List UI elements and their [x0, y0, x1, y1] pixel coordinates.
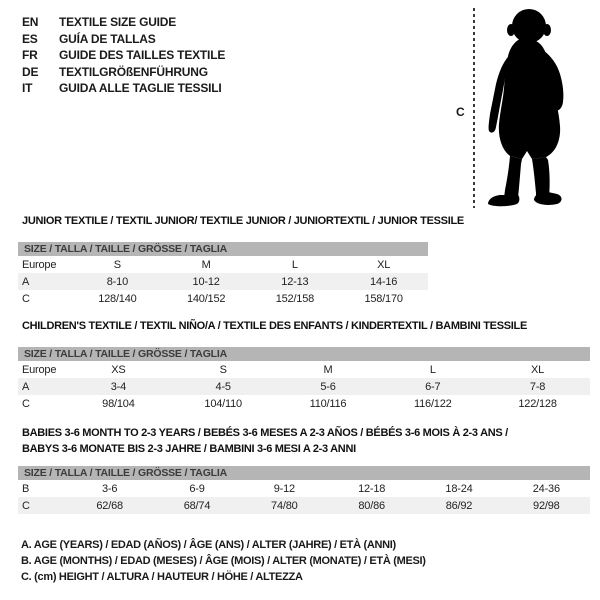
table-cell: 12-13	[281, 275, 309, 288]
row-label: C	[22, 292, 30, 305]
table-row	[18, 256, 428, 273]
table-cell: 3-6	[102, 482, 118, 495]
table-cell: 10-12	[192, 275, 220, 288]
size-table-children	[18, 347, 590, 412]
section-title-line: BABYS 3-6 MONATE BIS 2-3 JAHRE / BAMBINI 3-6 MESI A 2-3 ANNI	[22, 442, 356, 455]
table-cell: 122/128	[518, 397, 557, 410]
row-label: C	[22, 397, 30, 410]
table-cell: 68/74	[183, 499, 211, 512]
height-measure-label: C	[456, 105, 465, 119]
table-cell: XL	[531, 363, 545, 376]
language-code: DE	[22, 64, 39, 79]
footnote-line: B. AGE (MONTHS) / EDAD (MESES) / ÂGE (MOIS) / ALTER (MONATE) / ETÀ (MESI)	[21, 555, 426, 567]
table-cell: 110/116	[309, 397, 347, 410]
table-cell: 140/152	[186, 292, 226, 305]
footnote-line: C. (cm) HEIGHT / ALTURA / HAUTEUR / HÖHE / ALTEZZA	[21, 571, 303, 583]
row-label: C	[22, 499, 30, 512]
table-cell: XS	[111, 363, 126, 376]
table-row	[18, 480, 590, 497]
language-title: TEXTILE SIZE GUIDE	[59, 15, 177, 29]
table-cell: 74/80	[271, 499, 298, 512]
table-cell: 7-8	[529, 380, 546, 393]
language-title-list	[22, 14, 225, 97]
table-cell: 5-6	[320, 380, 336, 393]
table-cell: 152/158	[275, 292, 315, 305]
table-cell: 3-4	[110, 380, 127, 393]
language-code: FR	[22, 48, 38, 62]
language-title: GUIDE DES TAILLES TEXTILE	[59, 48, 226, 62]
table-cell: 104/110	[204, 397, 242, 410]
baby-silhouette-icon	[482, 8, 572, 208]
table-cell: 12-18	[358, 482, 386, 495]
size-header-band: SIZE / TALLA / TAILLE / GRÖSSE / TAGLIA	[18, 347, 590, 361]
table-cell: 8-10	[106, 275, 128, 288]
table-cell: M	[323, 363, 333, 376]
row-label: A	[22, 380, 30, 393]
table-row	[18, 395, 590, 412]
table-row	[18, 273, 428, 290]
language-title: TEXTILGRÖßENFÜHRUNG	[59, 64, 208, 79]
section-title-line: CHILDREN'S TEXTILE / TEXTIL NIÑO/A / TEXTILE DES ENFANTS / KINDERTEXTIL / BAMBINI TESSILE	[22, 320, 527, 332]
row-label: Europe	[22, 258, 57, 271]
table-cell: L	[429, 363, 436, 376]
table-cell: 14-16	[370, 275, 398, 288]
table-cell: 92/98	[533, 499, 560, 512]
section-title	[22, 426, 508, 457]
table-row	[18, 378, 590, 395]
section-title-line: BABIES 3-6 MONTH TO 2-3 YEARS / BEBÉS 3-6 MESES A 2-3 AÑOS / BÉBÉS 3-6 MOIS À 2-3 ANS /	[22, 427, 508, 439]
table-cell: M	[201, 258, 211, 271]
table-cell: 24-36	[532, 482, 560, 495]
table-cell: S	[113, 258, 121, 271]
table-cell: 4-5	[215, 380, 231, 393]
table-cell: 6-7	[425, 380, 441, 393]
table-cell: 98/104	[102, 397, 135, 410]
table-cell: 6-9	[189, 482, 205, 495]
size-header-band: SIZE / TALLA / TAILLE / GRÖSSE / TAGLIA	[18, 242, 428, 256]
row-label: A	[22, 275, 30, 288]
size-table-junior	[18, 242, 428, 307]
table-cell: 62/68	[96, 499, 123, 512]
table-cell: 9-12	[273, 482, 295, 495]
height-measure-line	[473, 8, 475, 208]
row-label: B	[22, 482, 30, 495]
footnote-line: A. AGE (YEARS) / EDAD (AÑOS) / ÂGE (ANS) / ALTER (JAHRE) / ETÀ (ANNI)	[21, 539, 396, 551]
table-cell: XL	[377, 258, 391, 271]
language-code: EN	[22, 15, 39, 29]
table-cell: 158/170	[364, 292, 403, 305]
language-code: IT	[22, 81, 33, 95]
language-code: ES	[22, 31, 38, 46]
table-row	[18, 497, 590, 514]
table-cell: 18-24	[445, 482, 473, 495]
size-table-babies	[18, 466, 590, 514]
size-header-band: SIZE / TALLA / TAILLE / GRÖSSE / TAGLIA	[18, 466, 590, 480]
section-title-line: JUNIOR TEXTILE / TEXTIL JUNIOR/ TEXTILE JUNIOR / JUNIORTEXTIL / JUNIOR TESSILE	[22, 215, 464, 227]
row-label: Europe	[22, 363, 57, 376]
section-title	[22, 214, 464, 230]
table-cell: 128/140	[98, 292, 137, 305]
table-cell: S	[219, 363, 227, 376]
language-title: GUIDA ALLE TAGLIE TESSILI	[59, 81, 222, 95]
footnotes	[21, 537, 426, 585]
table-cell: 86/92	[445, 499, 473, 512]
table-cell: 80/86	[358, 499, 385, 512]
table-row	[18, 290, 428, 307]
language-title: GUÍA DE TALLAS	[59, 31, 156, 46]
table-cell: 116/122	[414, 397, 452, 410]
section-title	[22, 319, 527, 335]
table-row	[18, 361, 590, 378]
height-figure	[440, 6, 596, 212]
table-cell: L	[291, 258, 298, 271]
